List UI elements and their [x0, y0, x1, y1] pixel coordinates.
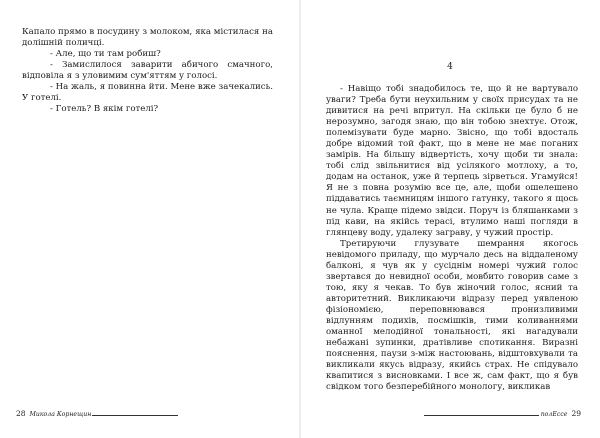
right-page — [300, 0, 600, 438]
dialogue-line: - Готель? В якім готелі? — [50, 104, 159, 115]
page-number: 29 — [571, 409, 581, 418]
dialogue-line: - Але, що ти там робиш? — [50, 49, 161, 60]
left-page-footer — [16, 409, 178, 418]
left-page-text — [22, 27, 273, 115]
dialogue-line: - Замислилося заварити абичого смачного, відповіла я з уловимим сум'яттям у голосі. — [22, 60, 273, 82]
dialogue-line: - На жаль, я повинна йти. Мене вже зачекались. У готелі. — [22, 82, 273, 104]
page-number: 28 — [16, 409, 26, 418]
paragraph: - Навіщо тобі знадобилось те, що й не вартувало уваги? Треба бути неухильним у своїх присудах та не дивитися на речі впритул. На скільки це було б не нерозумно, загодя знаю, що він тобою знехтує. Отож, полемізувати буде марно. Звісно, що тобі вдосталь добре відомий той факт, що в мене не має поганих замірів. На більшу відвертість, хочу щоби ти знала: тобі слід звільнитися від усілякого мотлоху, а то, додам на останок, уже й терпець зірветься. Угамуйся! Я не з повна розумію все це, але, щоби ошелешено піддаватись таємницям іншого гатунку, такого я щось не чула. Краще підемо звідси. Поруч із бляшанками з під кави, на якійсь терасі, втулимо наші погляди в глянцеву воду, удалеку заграву, у чужий простір. — [326, 84, 578, 238]
paragraph: Третируючи глузувате шемрання якогось невідомого приладу, що мурчало десь на віддаленому балконі, я чув як у сусіднім номері чужий голос звертався до невидної особи, мовбито говорив саме з тою, яку я чекав. То був жіночий голос, ясний та авторитетний. Викликаючи відразу перед уявленою фізіономією, переповнювався пронизливими відлунням подихів, посмішків, тими коливаннями оманної мелодійної тональності, які нагадували небажані зупинки, дратівливе спотикання. Виразні пояснення, паузи з-між настоювань, відштовхували та викликали якусь відразу, якийсь страх. Не спідувало квапитися з висновками. І все ж, сам факт, що я був свідком того безперебійного монологу, викликав — [326, 238, 578, 393]
running-head: полЕссе — [540, 411, 568, 418]
chapter-number: 4 — [447, 62, 453, 72]
running-head: Микола Корнещин — [29, 411, 92, 418]
right-page-text — [326, 84, 578, 393]
footer-rule — [424, 415, 539, 416]
paragraph: Капало прямо в посудину з молоком, яка містилася на долішній поличці. — [22, 27, 273, 49]
footer-rule — [92, 415, 178, 416]
right-page-footer — [424, 409, 581, 418]
